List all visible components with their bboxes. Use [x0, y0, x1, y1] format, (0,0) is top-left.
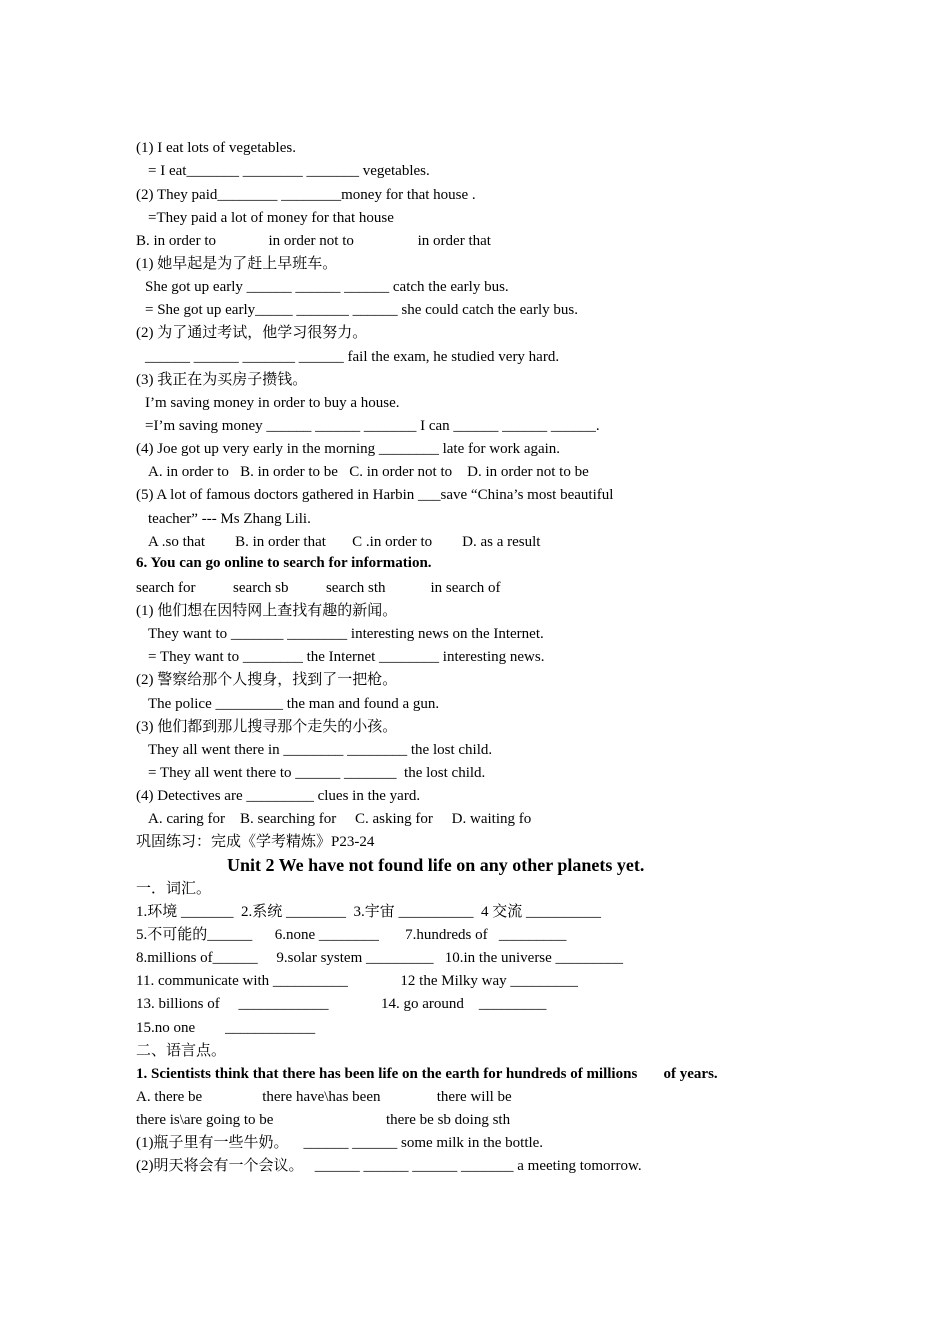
- text-line: = She got up early_____ _______ ______ she could catch the early bus.: [145, 302, 578, 318]
- section-heading: 一．词汇。: [136, 881, 212, 897]
- text-line: A. there be there have\has been there will be: [136, 1089, 512, 1105]
- text-line: 15.no one ____________: [136, 1020, 316, 1036]
- text-line: (4) Detectives are _________ clues in the yard.: [136, 788, 421, 804]
- text-line: search for search sb search sth in search of: [136, 580, 501, 596]
- text-line: (3) 他们都到那儿搜寻那个走失的小孩。: [136, 719, 398, 735]
- text-line: (1) I eat lots of vegetables.: [136, 140, 296, 156]
- text-line: = They want to ________ the Internet ________ interesting news.: [148, 649, 545, 665]
- text-line: 13. billions of ____________ 14. go around _________: [136, 996, 547, 1012]
- text-line: =I’m saving money ______ ______ _______ I can ______ ______ ______.: [145, 418, 600, 434]
- text-line: (5) A lot of famous doctors gathered in Harbin ___save “China’s most beautiful: [136, 487, 614, 503]
- text-line: 5.不可能的______ 6.none ________ 7.hundreds of _________: [136, 927, 567, 943]
- text-line: (2) 为了通过考试，他学习很努力。: [136, 325, 368, 341]
- text-line: teacher” --- Ms Zhang Lili.: [148, 511, 311, 527]
- text-line: (1)瓶子里有一些牛奶。 ______ ______ some milk in the bottle.: [136, 1135, 544, 1151]
- text-line: She got up early ______ ______ ______ catch the early bus.: [145, 279, 509, 295]
- section-heading: 二、语言点。: [136, 1043, 227, 1059]
- text-line: A .so that B. in order that C .in order to D. as a result: [148, 534, 541, 550]
- text-line: (4) Joe got up very early in the morning ________ late for work again.: [136, 441, 561, 457]
- text-line: 巩固练习：完成《学考精炼》P23-24: [136, 834, 375, 850]
- text-line: The police _________ the man and found a gun.: [148, 696, 440, 712]
- text-line: = I eat_______ ________ _______ vegetables.: [148, 163, 430, 179]
- text-line: (2) They paid________ ________money for that house .: [136, 187, 476, 203]
- section-heading: 1. Scientists think that there has been life on the earth for hundreds of millions of years.: [136, 1066, 718, 1082]
- text-line: (3) 我正在为买房子攒钱。: [136, 372, 308, 388]
- text-line: there is\are going to be there be sb doing sth: [136, 1112, 511, 1128]
- text-line: (2) 警察给那个人搜身，找到了一把枪。: [136, 672, 398, 688]
- text-line: ______ ______ _______ ______ fail the exam, he studied very hard.: [145, 349, 560, 365]
- text-line: = They all went there to ______ _______ the lost child.: [148, 765, 486, 781]
- text-line: 8.millions of______ 9.solar system _________ 10.in the universe _________: [136, 950, 624, 966]
- text-line: (1) 她早起是为了赶上早班车。: [136, 256, 338, 272]
- text-line: A. caring for B. searching for C. asking for D. waiting fo: [148, 811, 532, 827]
- text-line: (1) 他们想在因特网上查找有趣的新闻。: [136, 603, 398, 619]
- text-line: 1.环境 _______ 2.系统 ________ 3.宇宙 __________ 4 交流 __________: [136, 904, 602, 920]
- text-line: B. in order to in order not to in order that: [136, 233, 491, 249]
- text-line: (2)明天将会有一个会议。 ______ ______ ______ _______ a meeting tomorrow.: [136, 1158, 642, 1174]
- text-line: 11. communicate with __________ 12 the Milky way _________: [136, 973, 578, 989]
- unit-title: Unit 2 We have not found life on any other planets yet.: [227, 855, 645, 875]
- section-heading: 6. You can go online to search for information.: [136, 555, 432, 571]
- text-line: =They paid a lot of money for that house: [148, 210, 394, 226]
- text-line: They want to _______ ________ interesting news on the Internet.: [148, 626, 544, 642]
- text-line: I’m saving money in order to buy a house.: [145, 395, 400, 411]
- text-line: A. in order to B. in order to be C. in order not to D. in order not to be: [148, 464, 589, 480]
- text-line: They all went there in ________ ________ the lost child.: [148, 742, 493, 758]
